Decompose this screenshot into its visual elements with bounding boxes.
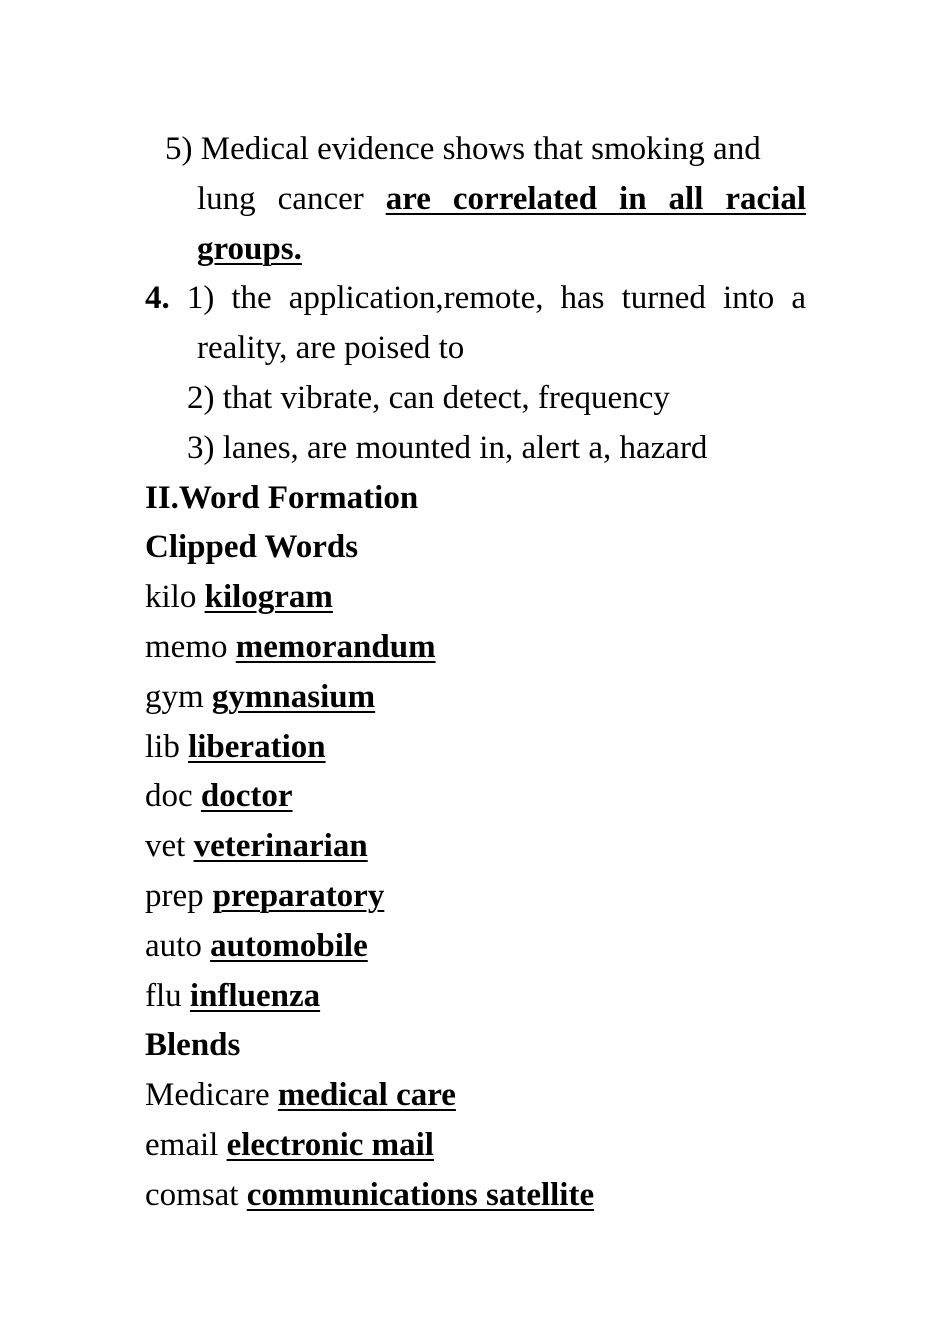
clipped-answer: liberation xyxy=(188,728,326,765)
blend-row xyxy=(145,1121,806,1171)
clipped-word: gym xyxy=(145,678,204,715)
clipped-word: auto xyxy=(145,927,202,964)
clipped-row xyxy=(145,972,806,1022)
clipped-row xyxy=(145,922,806,972)
item-4-sub-3 xyxy=(145,424,806,474)
item-5-answer: are correlated in all racial xyxy=(385,180,806,217)
item-5-text: 5) Medical evidence shows that smoking and xyxy=(165,131,761,167)
clipped-answer: preparatory xyxy=(212,877,385,914)
blend-row xyxy=(145,1071,806,1121)
blend-word: Medicare xyxy=(145,1077,270,1114)
item-4-sub-2-text: 2) that vibrate, can detect, frequency xyxy=(187,379,670,416)
blend-word: email xyxy=(145,1126,219,1163)
clipped-words-heading: Clipped Words xyxy=(145,529,359,566)
item-4-line-2 xyxy=(145,324,806,374)
blend-row xyxy=(145,1171,806,1221)
item-4-sub-3-text: 3) lanes, are mounted in, alert a, hazard xyxy=(187,429,708,466)
blend-answer: communications satellite xyxy=(246,1176,595,1213)
clipped-row xyxy=(145,772,806,822)
clipped-answer: gymnasium xyxy=(211,678,376,715)
item-4-text: 1) the application,remote, has turned into a xyxy=(186,280,806,317)
clipped-row xyxy=(145,822,806,872)
item-4-line-1 xyxy=(145,274,806,324)
clipped-answer: veterinarian xyxy=(193,828,368,865)
blend-answer: medical care xyxy=(277,1077,456,1114)
item-4-sub-2 xyxy=(145,374,806,424)
clipped-row xyxy=(145,623,806,673)
clipped-word: flu xyxy=(145,977,182,1014)
clipped-word: memo xyxy=(145,628,228,665)
section-title: II.Word Formation xyxy=(145,479,419,516)
clipped-answer: doctor xyxy=(200,778,293,815)
clipped-answer: automobile xyxy=(210,927,368,964)
clipped-word: lib xyxy=(145,728,180,765)
clipped-row xyxy=(145,872,806,922)
clipped-answer: memorandum xyxy=(235,628,436,665)
clipped-word: prep xyxy=(145,877,204,914)
clipped-word: kilo xyxy=(145,579,197,616)
item-5-line-2 xyxy=(145,175,806,225)
clipped-row xyxy=(145,723,806,773)
blends-heading: Blends xyxy=(145,1027,241,1064)
item-5-answer-cont: groups. xyxy=(197,230,302,267)
item-4-text-cont: reality, are poised to xyxy=(197,330,465,367)
clipped-row xyxy=(145,573,806,623)
item-5-line-1 xyxy=(145,125,806,175)
clipped-row xyxy=(145,673,806,723)
clipped-word: vet xyxy=(145,828,186,865)
item-4-number: 4. xyxy=(145,280,170,317)
clipped-answer: influenza xyxy=(189,977,321,1014)
clipped-answer: kilogram xyxy=(204,579,333,616)
blend-answer: electronic mail xyxy=(226,1126,434,1163)
clipped-word: doc xyxy=(145,778,193,815)
blend-word: comsat xyxy=(145,1176,239,1213)
item-5-line-3 xyxy=(145,225,806,275)
document-page xyxy=(145,125,806,1221)
item-5-prefix: lung cancer xyxy=(197,180,364,217)
